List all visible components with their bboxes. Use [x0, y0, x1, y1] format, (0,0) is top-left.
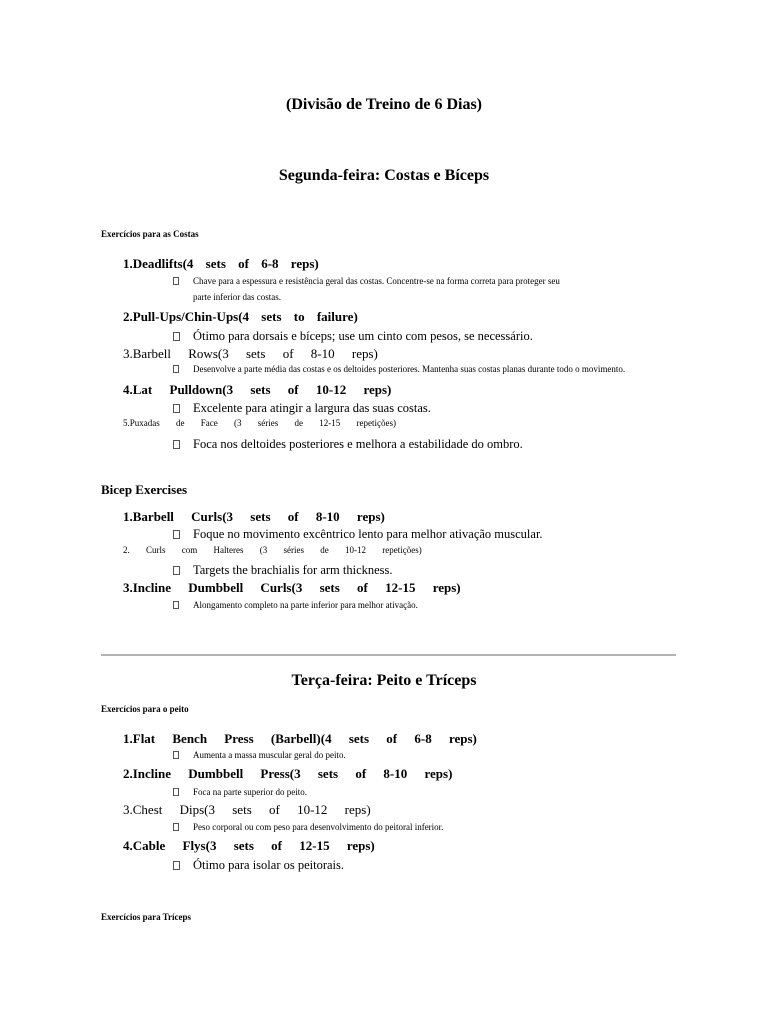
section-divider — [101, 654, 676, 656]
note-flat-bench: Aumenta a massa muscular geral do peito. — [173, 750, 346, 760]
triceps-exercises-label: Exercícios para Tríceps — [101, 912, 191, 922]
note-barbell-curls: Foque no movimento excêntrico lento para melhor ativação muscular. — [173, 527, 543, 542]
note-barbell-rows: Desenvolve a parte média das costas e os deltoides posteriores. Mantenha suas costas planas durante todo o movimento. — [173, 364, 625, 374]
note-lat-pulldown: Excelente para atingir a largura das suas costas. — [173, 401, 431, 416]
chest-exercises-label: Exercícios para o peito — [101, 704, 189, 714]
bullet-box-icon — [173, 440, 180, 449]
exercise-face-pulls: 5.Puxadas de Face (3 séries de 12-15 repetições) — [123, 418, 396, 428]
note-chest-dips: Peso corporal ou com peso para desenvolvimento do peitoral inferior. — [173, 822, 443, 832]
bullet-box-icon — [173, 365, 179, 373]
exercise-chest-dips: 3.Chest Dips(3 sets of 10-12 reps) — [123, 802, 371, 817]
note-deadlifts-2: parte inferior das costas. — [193, 292, 281, 302]
exercise-pullups: 2.Pull-Ups/Chin-Ups(4 sets to failure) — [123, 309, 358, 324]
exercise-barbell-rows: 3.Barbell Rows(3 sets of 8-10 reps) — [123, 346, 378, 361]
note-face-pulls: Foca nos deltoides posteriores e melhora a estabilidade do ombro. — [173, 437, 523, 452]
exercise-lat-pulldown: 4.Lat Pulldown(3 sets of 10-12 reps) — [123, 382, 392, 397]
note-dumbbell-curls: Targets the brachialis for arm thickness. — [173, 563, 393, 578]
bullet-box-icon — [173, 861, 180, 870]
exercise-cable-flys: 4.Cable Flys(3 sets of 12-15 reps) — [123, 838, 375, 853]
note-cable-flys: Ótimo para isolar os peitorais. — [173, 858, 344, 873]
bullet-box-icon — [173, 277, 179, 285]
exercise-dumbbell-curls: 2. Curls com Halteres (3 séries de 10-12 repetições) — [123, 545, 422, 555]
exercise-incline-curls: 3.Incline Dumbbell Curls(3 sets of 12-15 reps) — [123, 580, 461, 595]
bullet-box-icon — [173, 823, 179, 831]
bullet-box-icon — [173, 332, 180, 341]
bullet-box-icon — [173, 404, 180, 413]
bullet-box-icon — [173, 788, 179, 796]
tuesday-heading: Terça-feira: Peito e Tríceps — [291, 672, 477, 689]
note-incline-press: Foca na parte superior do peito. — [173, 787, 307, 797]
back-exercises-label: Exercícios para as Costas — [101, 229, 199, 239]
document-title: (Divisão de Treino de 6 Dias) — [285, 96, 482, 113]
exercise-deadlifts: 1.Deadlifts(4 sets of 6-8 reps) — [123, 256, 319, 271]
note-pullups: Ótimo para dorsais e bíceps; use um cinto com pesos, se necessário. — [173, 329, 533, 344]
monday-heading: Segunda-feira: Costas e Bíceps — [278, 167, 490, 184]
bullet-box-icon — [173, 751, 179, 759]
exercise-incline-press: 2.Incline Dumbbell Press(3 sets of 8-10 reps) — [123, 766, 453, 781]
bullet-box-icon — [173, 601, 179, 609]
exercise-barbell-curls: 1.Barbell Curls(3 sets of 8-10 reps) — [123, 509, 385, 524]
bicep-exercises-label: Bicep Exercises — [101, 482, 188, 497]
exercise-flat-bench: 1.Flat Bench Press (Barbell)(4 sets of 6-8 reps) — [123, 731, 477, 746]
note-incline-curls: Alongamento completo na parte inferior para melhor ativação. — [173, 600, 418, 610]
bullet-box-icon — [173, 566, 180, 575]
bullet-box-icon — [173, 530, 180, 539]
note-deadlifts-1: Chave para a espessura e resistência geral das costas. Concentre-se na forma correta para proteger seu — [173, 276, 560, 286]
